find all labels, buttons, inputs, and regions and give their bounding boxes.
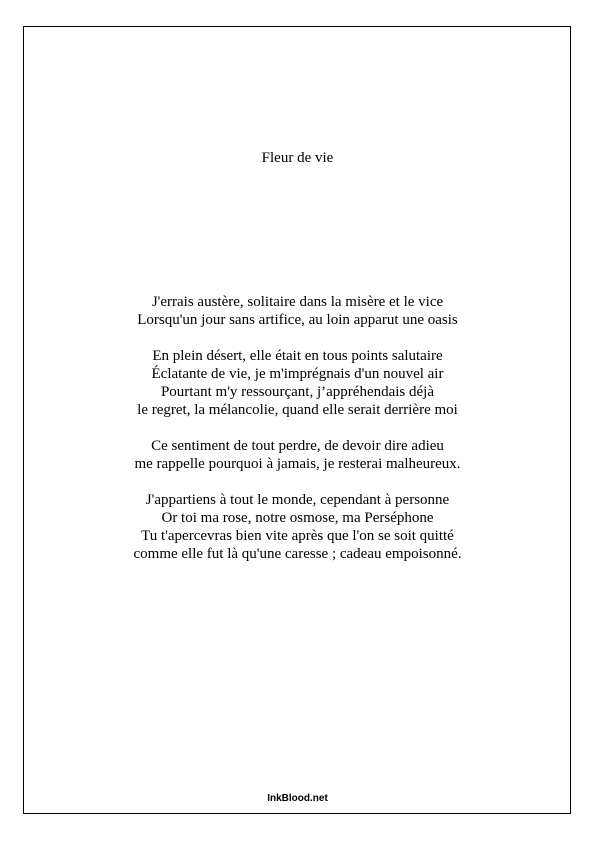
verse-line: Lorsqu'un jour sans artifice, au loin apparut une oasis	[137, 312, 458, 328]
verse-line: me rappelle pourquoi à jamais, je resterai malheureux.	[134, 456, 461, 472]
stanza-4	[0, 491, 595, 563]
verse-line: J'appartiens à tout le monde, cependant à personne	[145, 492, 450, 508]
verse-line: J'errais austère, solitaire dans la misère et le vice	[151, 294, 444, 310]
verse-line: Éclatante de vie, je m'imprégnais d'un nouvel air	[151, 366, 444, 382]
verse-line: Pourtant m'y ressourçant, j’appréhendais déjà	[160, 384, 435, 400]
verse-line: Tu t'apercevras bien vite après que l'on se soit quitté	[141, 528, 454, 544]
verse-line: En plein désert, elle était en tous points salutaire	[152, 348, 443, 364]
verse-line: Or toi ma rose, notre osmose, ma Perséphone	[161, 510, 434, 526]
poem-body	[0, 293, 595, 581]
verse-line: comme elle fut là qu'une caresse ; cadeau empoisonné.	[133, 546, 462, 562]
footer-site-name: InkBlood.net	[267, 793, 328, 804]
stanza-1	[0, 293, 595, 329]
poem-title: Fleur de vie	[261, 150, 334, 166]
verse-line: le regret, la mélancolie, quand elle serait derrière moi	[137, 402, 458, 418]
verse-line: Ce sentiment de tout perdre, de devoir dire adieu	[151, 438, 444, 454]
stanza-3	[0, 437, 595, 473]
stanza-2	[0, 347, 595, 419]
